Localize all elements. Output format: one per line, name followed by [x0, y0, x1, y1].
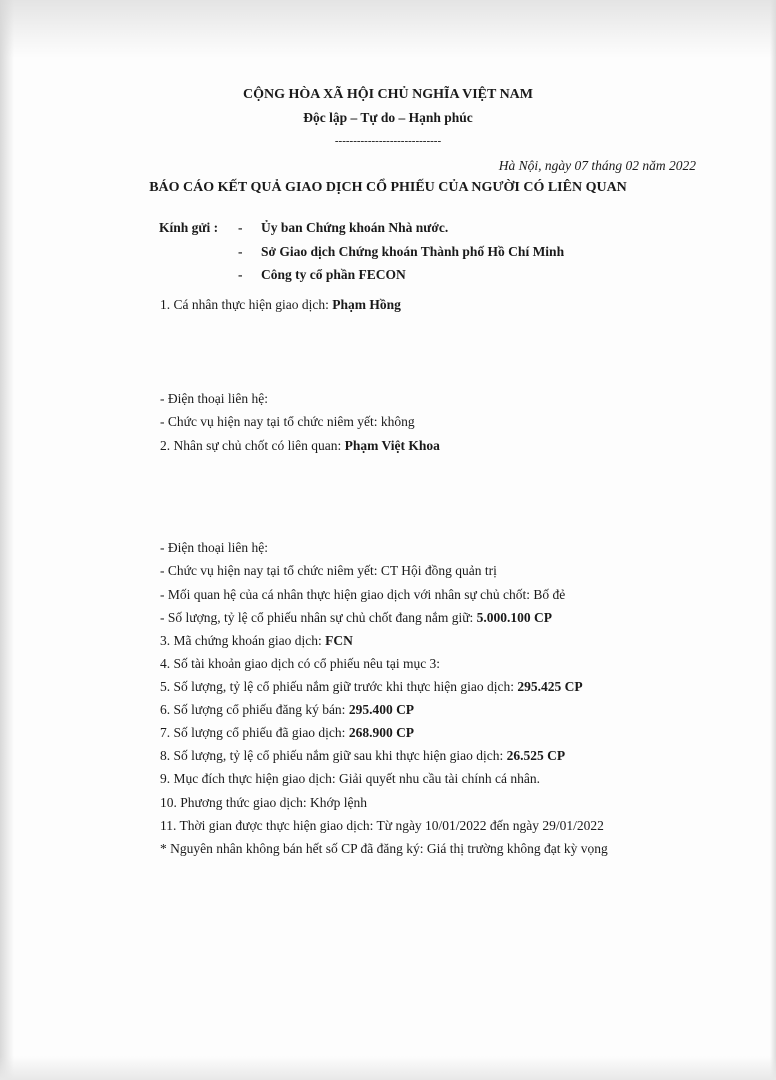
item-2-value: Phạm Việt Khoa [344, 438, 440, 453]
item-5-label: 5. Số lượng, tỷ lệ cổ phiếu nắm giữ trước khi thực hiện giao dịch: [160, 679, 518, 694]
key-holding-value: 5.000.100 CP [476, 610, 553, 625]
item-1 [160, 296, 401, 314]
note: * Nguyên nhân không bán hết số CP đã đăng ký: Giá thị trường không đạt kỳ vọng [160, 841, 608, 856]
item-1-label: 1. Cá nhân thực hiện giao dịch: [160, 297, 333, 312]
position-1: - Chức vụ hiện nay tại tổ chức niêm yết: không [160, 414, 415, 429]
recipient-bullet: - [238, 244, 243, 259]
recipient-3: Công ty cổ phần FECON [261, 267, 406, 282]
item-3 [160, 632, 353, 650]
item-7-value: 268.900 CP [348, 725, 415, 740]
item-1-value: Phạm Hồng [332, 297, 401, 312]
item-7 [160, 724, 414, 742]
item-4: 4. Số tài khoản giao dịch có cổ phiếu nêu tại mục 3: [160, 656, 441, 671]
item-6 [160, 701, 414, 719]
relation: - Mối quan hệ của cá nhân thực hiện giao dịch với nhân sự chủ chốt: Bố đẻ [160, 587, 566, 602]
key-holding [160, 609, 552, 627]
place-date: Hà Nội, ngày 07 tháng 02 năm 2022 [498, 158, 696, 173]
item-9: 9. Mục đích thực hiện giao dịch: Giải quyết nhu cầu tài chính cá nhân. [160, 771, 540, 786]
item-2 [160, 437, 440, 455]
recipient-1: Ủy ban Chứng khoán Nhà nước. [261, 220, 449, 235]
scan-shadow-top [0, 0, 776, 58]
item-5-value: 295.425 CP [517, 679, 583, 694]
item-8 [160, 747, 565, 765]
recipient-bullet: - [238, 220, 243, 235]
national-title: CỘNG HÒA XÃ HỘI CHỦ NGHĨA VIỆT NAM [242, 87, 533, 102]
item-8-value: 26.525 CP [506, 748, 566, 763]
national-motto: Độc lập – Tự do – Hạnh phúc [303, 110, 473, 125]
recipient-bullet: - [238, 267, 243, 282]
item-11: 11. Thời gian được thực hiện giao dịch: Từ ngày 10/01/2022 đến ngày 29/01/2022 [160, 818, 604, 833]
position-2: - Chức vụ hiện nay tại tổ chức niêm yết: CT Hội đồng quản trị [160, 563, 497, 578]
report-title: BÁO CÁO KẾT QUẢ GIAO DỊCH CỔ PHIẾU CỦA NGƯỜI CÓ LIÊN QUAN [149, 180, 627, 195]
phone-1: - Điện thoại liên hệ: [160, 391, 268, 406]
item-3-value: FCN [325, 633, 353, 648]
item-10: 10. Phương thức giao dịch: Khớp lệnh [160, 795, 368, 810]
item-3-label: 3. Mã chứng khoán giao dịch: [160, 633, 326, 648]
item-5 [160, 678, 583, 696]
item-6-value: 295.400 CP [348, 702, 415, 717]
item-7-label: 7. Số lượng cổ phiếu đã giao dịch: [160, 725, 349, 740]
phone-2: - Điện thoại liên hệ: [160, 540, 268, 555]
key-holding-label: - Số lượng, tỷ lệ cổ phiếu nhân sự chủ chốt đang nắm giữ: [160, 610, 477, 625]
recipient-2: Sở Giao dịch Chứng khoán Thành phố Hồ Chí Minh [261, 244, 565, 259]
recipients-label: Kính gửi : [159, 220, 219, 235]
item-6-label: 6. Số lượng cổ phiếu đăng ký bán: [160, 702, 349, 717]
header-divider: ----------------------------- [334, 135, 442, 147]
item-2-label: 2. Nhân sự chủ chốt có liên quan: [160, 438, 345, 453]
item-8-label: 8. Số lượng, tỷ lệ cổ phiếu nắm giữ sau khi thực hiện giao dịch: [160, 748, 507, 763]
scan-shadow-right [770, 0, 776, 1080]
scan-shadow-bottom [0, 1056, 776, 1080]
scan-shadow-left [0, 0, 14, 1080]
